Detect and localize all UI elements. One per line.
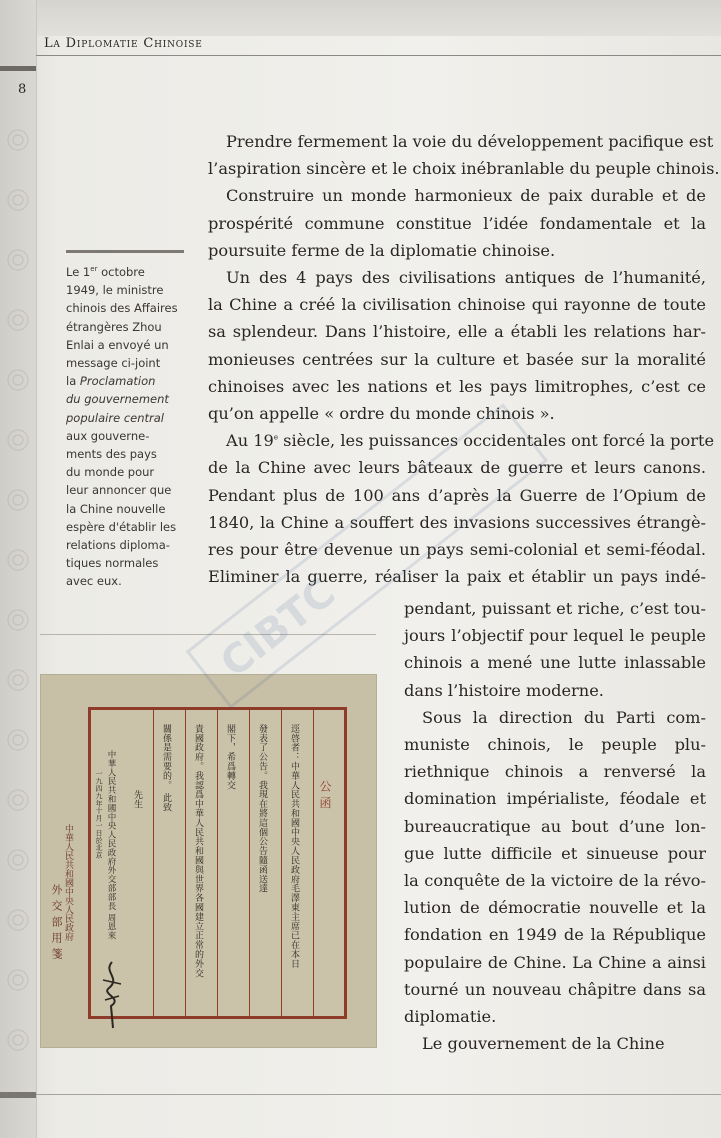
- running-header-title: La Diplomatie Chinoise: [44, 36, 203, 51]
- signature-icon: [99, 960, 125, 1030]
- body-line: la Chine a créé la civilisation chinoise qui rayonne de toute: [208, 295, 706, 315]
- sidenote-line: avec eux.: [66, 574, 122, 589]
- sidenote-line: leur annoncer que: [66, 483, 172, 498]
- sidenote-line: tiques normales: [66, 556, 159, 571]
- letter-column-divider: [185, 710, 186, 1016]
- body-line: poursuite ferme de la diplomatie chinoise.: [208, 240, 556, 260]
- sidenote-line: étrangères Zhou: [66, 319, 162, 334]
- body-line: muniste chinois, le peuple plu-: [404, 735, 706, 755]
- letter-document: [88, 707, 347, 1019]
- page-top-shadow: [0, 0, 721, 36]
- sidenote-line: la Chine nouvelle: [66, 501, 166, 516]
- page-number: 8: [18, 82, 27, 97]
- body-line: Sous la direction du Parti com-: [422, 707, 706, 727]
- sidenote-line: message ci-joint: [66, 356, 161, 371]
- historical-letter-figure: [40, 674, 377, 1048]
- letter-date: 一九四九年十月一日於北京: [95, 770, 103, 859]
- body-line: pendant, puissant et riche, c’est tou-: [404, 599, 706, 618]
- body-line: sa splendeur. Dans l’histoire, elle a établi les relations har-: [208, 322, 706, 342]
- letter-text-column: 貴國政府。我認爲中華人民共和國與世界各國建立正常的外交: [193, 724, 203, 978]
- body-line: qu’on appelle « ordre du monde chinois ».: [208, 404, 555, 424]
- body-line: bureaucratique au bout d’une lon-: [404, 816, 706, 836]
- letter-text-column: 關係是需要的。 此致: [161, 724, 171, 812]
- body-line: Au 19e siècle, les puissances occidentales ont forcé la porte: [226, 431, 715, 451]
- body-line: la conquête de la victoire de la révo-: [404, 871, 706, 891]
- letter-column-divider: [249, 710, 250, 1016]
- sidenote-line: Le 1er octobre: [66, 265, 145, 279]
- footer-edge-bar: [0, 1092, 36, 1098]
- footer-rule: [36, 1094, 721, 1095]
- letterhead-stamp: 外交部用箋: [50, 884, 63, 964]
- sidenote: [66, 263, 188, 591]
- sidenote-line: chinois des Affaires: [66, 301, 178, 316]
- body-line: fondation en 1949 de la République: [404, 925, 706, 945]
- sidenote-line: du gouvernement: [66, 392, 169, 407]
- body-line: 1840, la Chine a souffert des invasions successives étrangè-: [208, 512, 706, 532]
- body-line: jours l’objectif pour lequel le peuple: [404, 626, 706, 646]
- body-line: populaire de Chine. La Chine a ainsi: [404, 952, 706, 972]
- header-rule: [36, 55, 721, 56]
- svg-text:CIBTC: CIBTC: [212, 569, 344, 687]
- page-number-bar: [0, 66, 36, 71]
- sidenote-line: 1949, le ministre: [66, 283, 164, 298]
- sidenote-line: populaire central: [66, 410, 164, 425]
- sidenote-line: espère d'établir les: [66, 519, 177, 534]
- letter-column-divider: [281, 710, 282, 1016]
- body-line: Construire un monde harmonieux de paix durable et de: [226, 186, 706, 206]
- letter-column-divider: [313, 710, 314, 1016]
- sidenote-line: Enlai a envoyé un: [66, 337, 169, 352]
- body-text: [208, 128, 720, 590]
- letter-column-divider: [217, 710, 218, 1016]
- letter-text-column: 先生: [132, 790, 142, 809]
- body-line: Prendre fermement la voie du développement pacifique est: [226, 132, 714, 151]
- letter-heading: 公 函: [318, 780, 332, 810]
- body-line: dans l’histoire moderne.: [404, 680, 604, 700]
- body-line: monieuses centrées sur la culture et basée sur la moralité: [208, 349, 706, 369]
- sidenote-line: relations diploma-: [66, 538, 170, 553]
- edge-swirl-pattern: [0, 120, 36, 1080]
- sidenote-rule: [66, 250, 184, 253]
- letter-column-divider: [153, 710, 154, 1016]
- sidenote-line: aux gouverne-: [66, 428, 150, 443]
- body-line: Eliminer la guerre, réaliser la paix et établir un pays indé-: [208, 567, 706, 587]
- letter-signature-line: 中華人民共和國中央人民政府外交部部長 周恩來: [106, 750, 116, 941]
- body-text-narrow-column: [404, 595, 706, 1057]
- body-line: prospérité commune constitue l’idée fondamentale et la: [208, 213, 706, 233]
- body-line: chinois a mené une lutte inlassable: [404, 653, 706, 673]
- body-line: l’aspiration sincère et le choix inébranlable du peuple chinois.: [208, 159, 720, 179]
- sidenote-line: la Proclamation: [66, 374, 156, 389]
- sidenote-line: ments des pays: [66, 447, 157, 462]
- body-line: lution de démocratie nouvelle et la: [404, 898, 706, 918]
- letter-text-column: 逕啓者：中華人民共和國中央人民政府毛澤東主席已在本日: [289, 724, 299, 969]
- body-line: diplomatie.: [404, 1007, 497, 1027]
- body-line: Un des 4 pays des civilisations antiques de l’humanité,: [226, 268, 706, 288]
- body-line: tourné un nouveau châpitre dans sa: [404, 979, 706, 999]
- body-line: gue lutte difficile et sinueuse pour: [404, 843, 706, 863]
- letter-text-column: 發表了公告。我現在將這個公告隨函送達: [257, 724, 267, 894]
- body-line: domination impérialiste, féodale et: [404, 789, 706, 809]
- body-line: res pour être devenue un pays semi-colonial et semi-féodal.: [208, 540, 706, 560]
- body-line: de la Chine avec leurs bâteaux de guerre et leurs canons.: [208, 458, 706, 478]
- figure-rule: [40, 634, 376, 635]
- sidenote-line: du monde pour: [66, 465, 155, 480]
- letter-text-column: 閣下，希爲轉交: [225, 724, 235, 790]
- body-line: chinoises avec les nations et les pays limitrophes, c’est ce: [208, 376, 706, 396]
- body-line: riethnique chinois a renversé la: [404, 762, 706, 782]
- body-line: Le gouvernement de la Chine: [422, 1034, 665, 1054]
- body-line: Pendant plus de 100 ans d’après la Guerre de l’Opium de: [208, 485, 706, 505]
- letterhead-stamp: 中華人民共和國中央人民政府: [63, 824, 73, 941]
